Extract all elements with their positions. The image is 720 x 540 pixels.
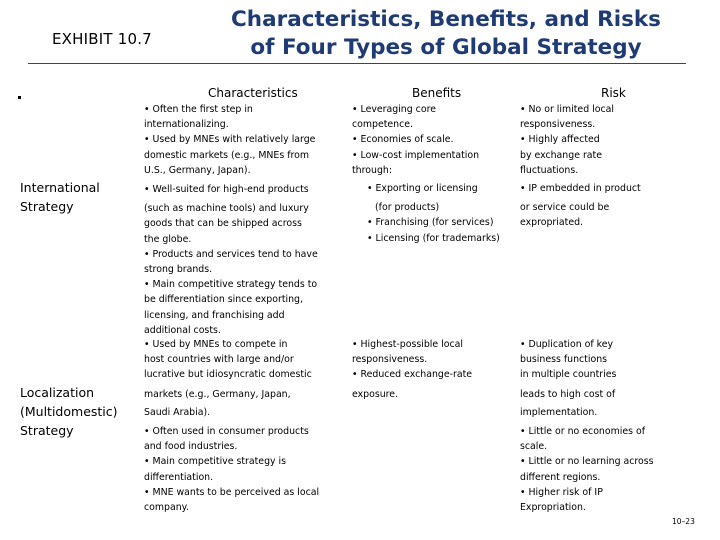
text-line: • Leveraging core — [352, 104, 436, 115]
text-line: • Duplication of key — [520, 339, 614, 350]
text-line: through: — [352, 164, 392, 176]
row-header-line: (Multidomestic) — [20, 404, 118, 419]
text-line: • Often used in consumer products — [144, 426, 309, 438]
page-title-line-1: Characteristics, Benefits, and Risks — [231, 7, 661, 32]
international-benefits-core — [352, 102, 479, 178]
row-header-line: Strategy — [20, 199, 74, 214]
text-line: by exchange rate — [520, 149, 602, 161]
column-header-benefits: Benefits — [412, 86, 462, 100]
text-line: expropriated. — [520, 217, 584, 229]
text-line: licensing, and franchising add — [144, 309, 285, 321]
column-header-characteristics: Characteristics — [208, 86, 298, 100]
text-line: • Licensing (for trademarks) — [367, 232, 500, 244]
localization-benefits — [352, 337, 472, 402]
text-line: goods that can be shipped across — [144, 218, 302, 230]
bullet-marker — [18, 96, 21, 99]
text-line: Expropriation. — [520, 502, 586, 514]
text-line: • Used by MNEs with relatively large — [144, 134, 316, 146]
text-line: • Franchising (for services) — [367, 217, 494, 229]
row-header-localization-strategy — [20, 383, 118, 440]
text-line: • Low-cost implementation — [352, 149, 480, 161]
text-line: • MNE wants to be perceived as local — [144, 486, 320, 498]
text-line: different regions. — [520, 471, 601, 483]
row-header-line: Localization — [20, 385, 95, 400]
text-line: implementation. — [520, 406, 598, 418]
international-risk-responsiveness — [520, 102, 614, 178]
text-line: • Higher risk of IP — [520, 486, 603, 498]
text-line: • Economies of scale. — [352, 134, 454, 146]
international-benefits-modes — [367, 181, 500, 246]
text-line: responsiveness. — [520, 119, 596, 131]
text-line: • Little or no economies of — [520, 426, 646, 438]
text-line: internationalizing. — [144, 119, 229, 131]
text-line: domestic markets (e.g., MNEs from — [144, 149, 310, 161]
text-line: • Reduced exchange-rate — [352, 369, 473, 381]
text-line: additional costs. — [144, 324, 221, 336]
column-header-risk: Risk — [601, 86, 626, 100]
text-line: differentiation. — [144, 471, 214, 483]
text-line: (such as machine tools) and luxury — [144, 203, 309, 215]
text-line: or service could be — [520, 202, 610, 214]
text-line: exposure. — [352, 388, 399, 400]
text-line: competence. — [352, 119, 414, 131]
text-line: • Products and services tend to have — [144, 248, 318, 260]
localization-characteristics — [144, 337, 319, 515]
row-header-line: International — [20, 180, 100, 195]
row-header-line: Strategy — [20, 423, 74, 438]
title-divider — [28, 63, 686, 64]
page-title — [212, 6, 680, 62]
text-line: • Used by MNEs to compete in — [144, 339, 288, 350]
text-line: markets (e.g., Germany, Japan, — [144, 388, 291, 400]
text-line: • Exporting or licensing — [367, 183, 478, 194]
row-header-international-strategy — [20, 178, 100, 216]
text-line: strong brands. — [144, 264, 213, 276]
text-line: in multiple countries — [520, 369, 617, 381]
text-line: • Often the first step in — [144, 104, 253, 115]
page-title-line-2: of Four Types of Global Strategy — [250, 35, 642, 60]
text-line: business functions — [520, 354, 608, 366]
text-line: • Highly affected — [520, 134, 600, 146]
exhibit-label: EXHIBIT 10.7 — [52, 30, 152, 48]
text-line: leads to high cost of — [520, 388, 616, 400]
text-line: • Highest-possible local — [352, 339, 463, 350]
international-risk-ip — [520, 181, 641, 231]
text-line: • Little or no learning across — [520, 456, 654, 468]
text-line: the globe. — [144, 233, 192, 245]
text-line: • No or limited local — [520, 104, 614, 115]
page-number: 10–23 — [672, 517, 695, 526]
text-line: • IP embedded in product — [520, 183, 641, 194]
text-line: and food industries. — [144, 441, 238, 453]
text-line: Saudi Arabia). — [144, 406, 211, 418]
text-line: company. — [144, 502, 189, 514]
text-line: • Well-suited for high-end products — [144, 184, 309, 196]
text-line: responsiveness. — [352, 354, 428, 366]
international-characteristics — [144, 102, 318, 338]
text-line: host countries with large and/or — [144, 354, 294, 366]
text-line: (for products) — [375, 202, 440, 214]
text-line: lucrative but idiosyncratic domestic — [144, 369, 312, 381]
text-line: fluctuations. — [520, 164, 579, 176]
text-line: • Main competitive strategy is — [144, 456, 287, 468]
localization-risk — [520, 337, 654, 515]
text-line: U.S., Germany, Japan). — [144, 164, 251, 176]
text-line: scale. — [520, 441, 548, 453]
text-line: be differentiation since exporting, — [144, 294, 303, 306]
text-line: • Main competitive strategy tends to — [144, 279, 318, 291]
